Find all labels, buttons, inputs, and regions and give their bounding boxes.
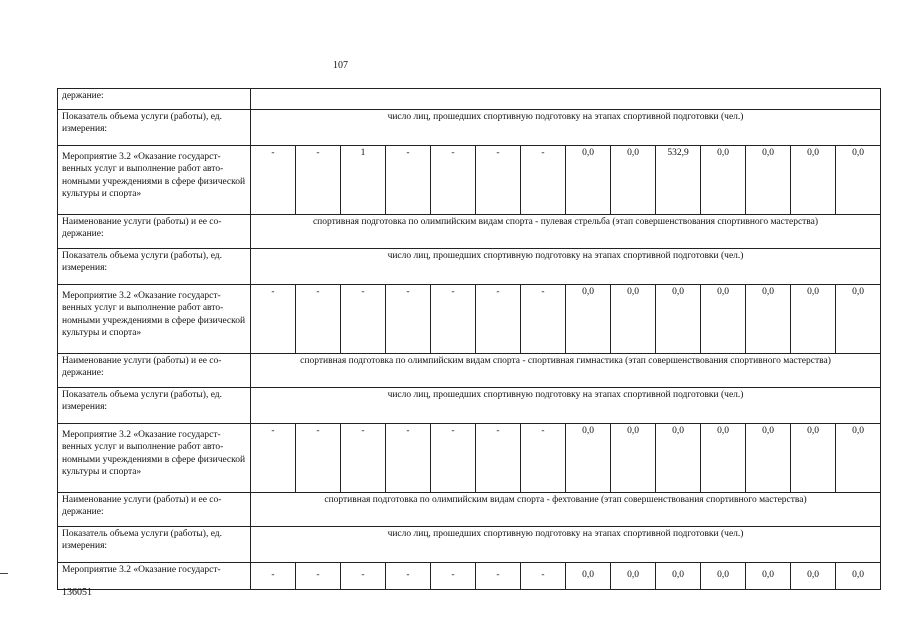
- value-cell: -: [521, 285, 566, 354]
- row-label: Показатель объема услуги (работы), ед. измерения:: [58, 388, 251, 424]
- merged-cell: число лиц, прошедших спортивную подготовку на этапах спортивной подготовки (чел.): [251, 249, 881, 285]
- row-label: Показатель объема услуги (работы), ед. измерения:: [58, 527, 251, 563]
- value-cell: -: [341, 563, 386, 590]
- value-cell: 0,0: [836, 285, 881, 354]
- value-cell: -: [296, 146, 341, 215]
- row-label: Мероприятие 3.2 «Оказание государственных услуг и выполнение работ автономными учреждениями в сфере физической культуры и спорта»: [58, 146, 251, 215]
- table-row: [58, 285, 881, 354]
- program-table: [57, 88, 881, 590]
- value-cell: -: [521, 563, 566, 590]
- table-body: [58, 89, 881, 590]
- value-cell: 0,0: [791, 563, 836, 590]
- table-row: [58, 89, 881, 110]
- value-cell: -: [296, 563, 341, 590]
- value-cell: -: [476, 563, 521, 590]
- value-cell: 0,0: [611, 563, 656, 590]
- merged-cell: число лиц, прошедших спортивную подготовку на этапах спортивной подготовки (чел.): [251, 527, 881, 563]
- value-cell: 0,0: [791, 285, 836, 354]
- value-cell: 0,0: [656, 285, 701, 354]
- table-row: [58, 110, 881, 146]
- value-cell: 1: [341, 146, 386, 215]
- merged-cell: [251, 89, 881, 110]
- row-label: Наименование услуги (работы) и ее содержание:: [58, 493, 251, 527]
- value-cell: -: [386, 285, 431, 354]
- table-row: [58, 527, 881, 563]
- value-cell: -: [431, 146, 476, 215]
- value-cell: 0,0: [791, 424, 836, 493]
- value-cell: 0,0: [746, 424, 791, 493]
- value-cell: 0,0: [566, 563, 611, 590]
- value-cell: -: [341, 285, 386, 354]
- value-cell: 0,0: [836, 424, 881, 493]
- table-row: [58, 249, 881, 285]
- row-label: Показатель объема услуги (работы), ед. измерения:: [58, 249, 251, 285]
- row-label: Мероприятие 3.2 «Оказание государственных услуг и выполнение работ автономными учреждениями в сфере физической культуры и спорта»: [58, 424, 251, 493]
- merged-cell: спортивная подготовка по олимпийским видам спорта - пулевая стрельба (этап совершенствования спортивного мастерства): [251, 215, 881, 249]
- value-cell: 0,0: [746, 146, 791, 215]
- table-row: [58, 493, 881, 527]
- value-cell: 0,0: [656, 424, 701, 493]
- margin-mark: [0, 573, 8, 574]
- value-cell: -: [296, 285, 341, 354]
- value-cell: 0,0: [611, 424, 656, 493]
- value-cell: -: [386, 563, 431, 590]
- value-cell: 0,0: [701, 563, 746, 590]
- table-row: [58, 146, 881, 215]
- value-cell: 0,0: [611, 285, 656, 354]
- row-label: Наименование услуги (работы) и ее содержание:: [58, 354, 251, 388]
- table-row: [58, 424, 881, 493]
- table-row: [58, 563, 881, 590]
- value-cell: -: [251, 563, 296, 590]
- value-cell: -: [476, 285, 521, 354]
- value-cell: -: [296, 424, 341, 493]
- row-label: Мероприятие 3.2 «Оказание государственных услуг и выполнение работ автономными учреждениями в сфере физической культуры и спорта»: [58, 285, 251, 354]
- value-cell: -: [431, 424, 476, 493]
- page-number: 107: [333, 60, 348, 71]
- value-cell: -: [521, 146, 566, 215]
- value-cell: -: [386, 146, 431, 215]
- value-cell: -: [476, 424, 521, 493]
- value-cell: 0,0: [836, 146, 881, 215]
- row-label: Мероприятие 3.2 «Оказание государст-: [58, 563, 251, 590]
- value-cell: 0,0: [701, 285, 746, 354]
- merged-cell: число лиц, прошедших спортивную подготовку на этапах спортивной подготовки (чел.): [251, 110, 881, 146]
- merged-cell: спортивная подготовка по олимпийским видам спорта - спортивная гимнастика (этап совершенствования спортивного мастерства): [251, 354, 881, 388]
- document-code: 136051: [62, 587, 92, 598]
- value-cell: 0,0: [791, 146, 836, 215]
- row-label: Наименование услуги (работы) и ее содержание:: [58, 215, 251, 249]
- value-cell: -: [251, 424, 296, 493]
- value-cell: 0,0: [566, 285, 611, 354]
- value-cell: 0,0: [746, 563, 791, 590]
- value-cell: -: [431, 563, 476, 590]
- value-cell: -: [251, 285, 296, 354]
- merged-cell: спортивная подготовка по олимпийским видам спорта - фехтование (этап совершенствования спортивного мастерства): [251, 493, 881, 527]
- value-cell: -: [476, 146, 521, 215]
- table-row: [58, 215, 881, 249]
- value-cell: 0,0: [656, 563, 701, 590]
- value-cell: 0,0: [566, 424, 611, 493]
- value-cell: 0,0: [836, 563, 881, 590]
- value-cell: 0,0: [566, 146, 611, 215]
- merged-cell: число лиц, прошедших спортивную подготовку на этапах спортивной подготовки (чел.): [251, 388, 881, 424]
- row-label: Показатель объема услуги (работы), ед. измерения:: [58, 110, 251, 146]
- value-cell: -: [341, 424, 386, 493]
- table-row: [58, 354, 881, 388]
- value-cell: -: [521, 424, 566, 493]
- value-cell: -: [386, 424, 431, 493]
- row-label: держание:: [58, 89, 251, 110]
- value-cell: -: [431, 285, 476, 354]
- value-cell: -: [251, 146, 296, 215]
- value-cell: 0,0: [746, 285, 791, 354]
- value-cell: 0,0: [701, 146, 746, 215]
- value-cell: 0,0: [701, 424, 746, 493]
- table-row: [58, 388, 881, 424]
- value-cell: 0,0: [611, 146, 656, 215]
- value-cell: 532,9: [656, 146, 701, 215]
